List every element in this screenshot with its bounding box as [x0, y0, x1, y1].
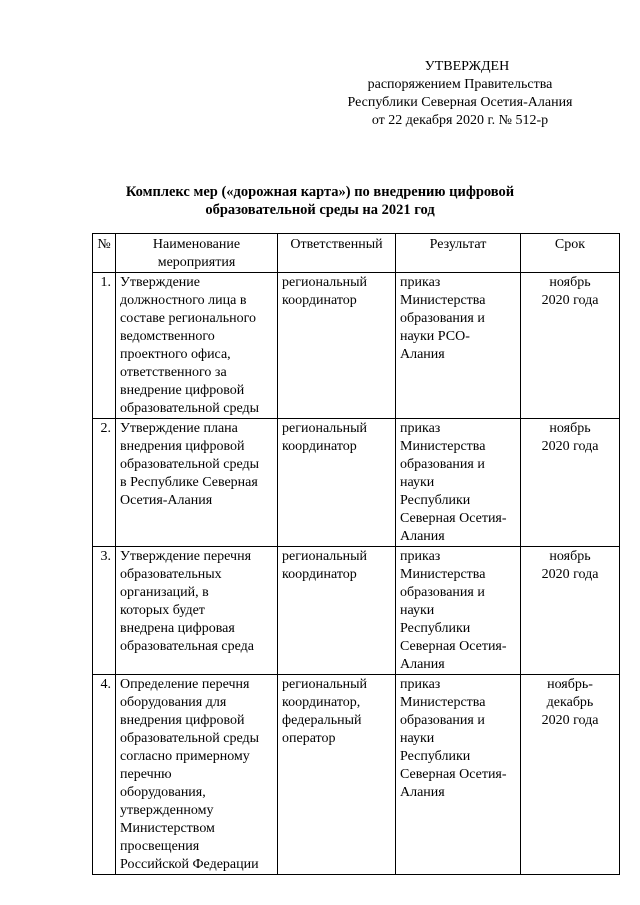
- title-line-2: образовательной среды на 2021 год: [205, 202, 435, 218]
- result-document: [396, 419, 521, 547]
- cell-line: Северная Осетия-: [400, 511, 507, 526]
- cell-line: региональный: [282, 549, 368, 564]
- cell-line: Алания: [400, 785, 445, 800]
- cell-line: образования и: [400, 585, 485, 600]
- roadmap-table: [92, 233, 620, 875]
- row-number: 4.: [93, 675, 116, 875]
- deadline: [521, 273, 620, 419]
- deadline: [521, 419, 620, 547]
- responsible-party: [278, 675, 396, 875]
- cell-line: Утверждение перечня: [120, 549, 252, 564]
- approval-block: [320, 58, 600, 130]
- cell-line: Республики: [400, 493, 471, 508]
- cell-line: Министерством: [120, 821, 215, 836]
- cell-line: региональный: [282, 421, 368, 436]
- cell-line: науки: [400, 475, 435, 490]
- header-result: Результат: [396, 234, 521, 273]
- table-header-row: [93, 234, 620, 273]
- result-document: [396, 547, 521, 675]
- cell-line: перечню: [120, 767, 172, 782]
- cell-line: 2020 года: [541, 293, 599, 308]
- cell-line: ответственного за: [120, 365, 227, 380]
- deadline: [521, 547, 620, 675]
- cell-line: Министерства: [400, 293, 486, 308]
- cell-line: образовательной среды: [120, 731, 260, 746]
- cell-line: приказ: [400, 421, 441, 436]
- result-document: [396, 675, 521, 875]
- cell-line: ноябрь: [549, 421, 591, 436]
- cell-line: координатор: [282, 439, 357, 454]
- approval-line-2: Республики Северная Осетия-Алания: [347, 95, 573, 110]
- cell-line: 2020 года: [541, 439, 599, 454]
- cell-line: приказ: [400, 677, 441, 692]
- header-number: №: [93, 234, 116, 273]
- cell-line: внедрена цифровая: [120, 621, 235, 636]
- cell-line: образования и: [400, 311, 485, 326]
- cell-line: федеральный: [282, 713, 362, 728]
- header-name-line-1: Наименование: [152, 237, 241, 252]
- cell-line: приказ: [400, 275, 441, 290]
- cell-line: образования и: [400, 713, 485, 728]
- cell-line: Утверждение плана: [120, 421, 238, 436]
- cell-line: утвержденному: [120, 803, 214, 818]
- cell-line: Определение перечня: [120, 677, 250, 692]
- cell-line: оператор: [282, 731, 336, 746]
- cell-line: образования и: [400, 457, 485, 472]
- cell-line: науки: [400, 603, 435, 618]
- title-line-1: Комплекс мер («дорожная карта») по внедрению цифровой: [125, 184, 515, 200]
- document-title: [90, 183, 550, 219]
- table-row: [93, 419, 620, 547]
- row-number: 1.: [93, 273, 116, 419]
- cell-line: приказ: [400, 549, 441, 564]
- cell-line: согласно примерному: [120, 749, 250, 764]
- cell-line: проектного офиса,: [120, 347, 231, 362]
- measure-name: [116, 675, 278, 875]
- cell-line: ноябрь: [549, 549, 591, 564]
- measure-name: [116, 547, 278, 675]
- cell-line: образовательная среда: [120, 639, 254, 654]
- cell-line: внедрение цифровой: [120, 383, 245, 398]
- cell-line: координатор: [282, 567, 357, 582]
- cell-line: науки РСО-: [400, 329, 470, 344]
- table-row: [93, 547, 620, 675]
- responsible-party: [278, 547, 396, 675]
- row-number: 2.: [93, 419, 116, 547]
- row-number: 3.: [93, 547, 116, 675]
- cell-line: образовательной среды: [120, 457, 260, 472]
- cell-line: внедрения цифровой: [120, 713, 245, 728]
- cell-line: которых будет: [120, 603, 205, 618]
- cell-line: декабрь: [546, 695, 594, 710]
- cell-line: Министерства: [400, 439, 486, 454]
- table-row: [93, 675, 620, 875]
- cell-line: должностного лица в: [120, 293, 247, 308]
- cell-line: Алания: [400, 529, 445, 544]
- deadline: [521, 675, 620, 875]
- cell-line: координатор: [282, 293, 357, 308]
- header-responsible: Ответственный: [278, 234, 396, 273]
- responsible-party: [278, 419, 396, 547]
- cell-line: Осетия-Алания: [120, 493, 213, 508]
- approval-line-3: от 22 декабря 2020 г. № 512-р: [371, 113, 549, 128]
- approval-line-1: распоряжением Правительства: [367, 77, 553, 92]
- cell-line: 2020 года: [541, 713, 599, 728]
- cell-line: организаций, в: [120, 585, 209, 600]
- cell-line: Республики: [400, 621, 471, 636]
- cell-line: ноябрь-: [547, 677, 593, 692]
- cell-line: Алания: [400, 347, 445, 362]
- cell-line: внедрения цифровой: [120, 439, 245, 454]
- header-name-line-2: мероприятия: [157, 255, 236, 270]
- cell-line: образовательной среды: [120, 401, 260, 416]
- cell-line: ноябрь: [549, 275, 591, 290]
- cell-line: Северная Осетия-: [400, 767, 507, 782]
- cell-line: Утверждение: [120, 275, 200, 290]
- result-document: [396, 273, 521, 419]
- cell-line: региональный: [282, 677, 368, 692]
- cell-line: 2020 года: [541, 567, 599, 582]
- responsible-party: [278, 273, 396, 419]
- header-term: Срок: [521, 234, 620, 273]
- cell-line: составе регионального: [120, 311, 257, 326]
- cell-line: в Республике Северная: [120, 475, 258, 490]
- cell-line: Министерства: [400, 567, 486, 582]
- cell-line: Северная Осетия-: [400, 639, 507, 654]
- approval-heading: УТВЕРЖДЕН: [424, 59, 510, 74]
- cell-line: ведомственного: [120, 329, 215, 344]
- cell-line: Российской Федерации: [120, 857, 259, 872]
- measure-name: [116, 419, 278, 547]
- cell-line: Министерства: [400, 695, 486, 710]
- header-name: [116, 234, 278, 273]
- cell-line: Республики: [400, 749, 471, 764]
- cell-line: региональный: [282, 275, 368, 290]
- cell-line: координатор,: [282, 695, 361, 710]
- cell-line: образовательных: [120, 567, 222, 582]
- cell-line: Алания: [400, 657, 445, 672]
- cell-line: оборудования для: [120, 695, 227, 710]
- cell-line: науки: [400, 731, 435, 746]
- cell-line: оборудования,: [120, 785, 206, 800]
- cell-line: просвещения: [120, 839, 200, 854]
- table-row: [93, 273, 620, 419]
- measure-name: [116, 273, 278, 419]
